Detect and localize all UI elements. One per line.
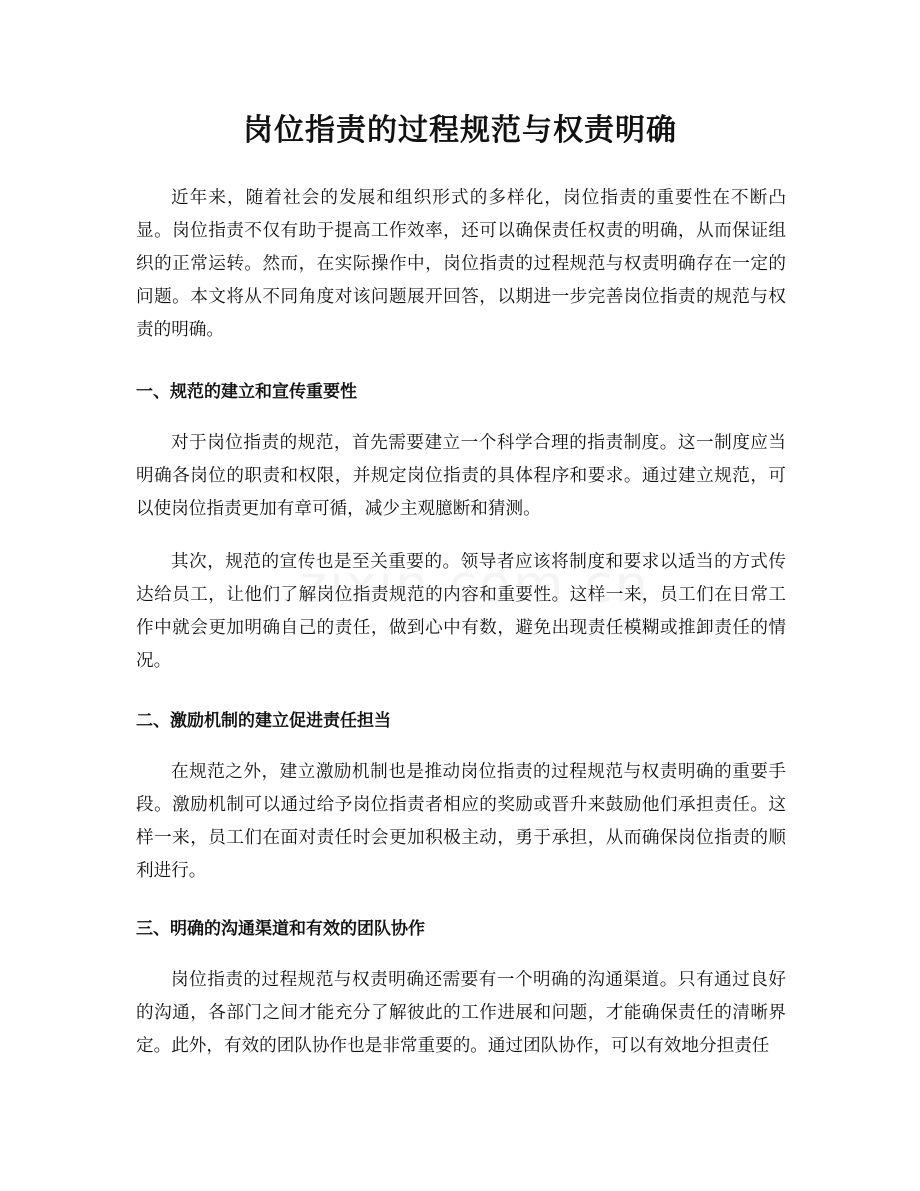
section-3-paragraph-1: 岗位指责的过程规范与权责明确还需要有一个明确的沟通渠道。只有通过良好的沟通，各部门之间才能充分了解彼此的工作进展和问题，才能确保责任的清晰界定。此外，有效的团队协作也是非常重要的。通过团队协作，可以有效地分担责任	[136, 970, 786, 1056]
section-2-paragraph-1: 在规范之外，建立激励机制也是推动岗位指责的过程规范与权责明确的重要手段。激励机制可以通过给予岗位指责者相应的奖励或晋升来鼓励他们承担责任。这样一来，员工们在面对责任时会更加积极主动，勇于承担，从而确保岗位指责的顺利进行。	[136, 762, 786, 881]
section-3-heading: 三、明确的沟通渠道和有效的团队协作	[136, 919, 425, 939]
intro-paragraph: 近年来，随着社会的发展和组织形式的多样化，岗位指责的重要性在不断凸显。岗位指责不仅有助于提高工作效率，还可以确保责任权责的明确，从而保证组织的正常运转。然而，在实际操作中，岗位指责的过程规范与权责明确存在一定的问题。本文将从不同角度对该问题展开回答，以期进一步完善岗位指责的规范与权责的明确。	[136, 188, 786, 340]
section-1-heading: 一、规范的建立和宣传重要性	[136, 382, 357, 402]
section-1-paragraph-1: 对于岗位指责的规范，首先需要建立一个科学合理的指责制度。这一制度应当明确各岗位的职责和权限，并规定岗位指责的具体程序和要求。通过建立规范，可以使岗位指责更加有章可循，减少主观臆断和猜测。	[136, 433, 786, 519]
section-2-heading: 二、激励机制的建立促进责任担当	[136, 711, 391, 731]
section-1-paragraph-2: 其次，规范的宣传也是至关重要的。领导者应该将制度和要求以适当的方式传达给员工，让他们了解岗位指责规范的内容和重要性。这样一来，员工们在日常工作中就会更加明确自己的责任，做到心中有数，避免出现责任模糊或推卸责任的情况。	[136, 552, 786, 671]
document-title: 岗位指责的过程规范与权责明确	[243, 113, 677, 148]
